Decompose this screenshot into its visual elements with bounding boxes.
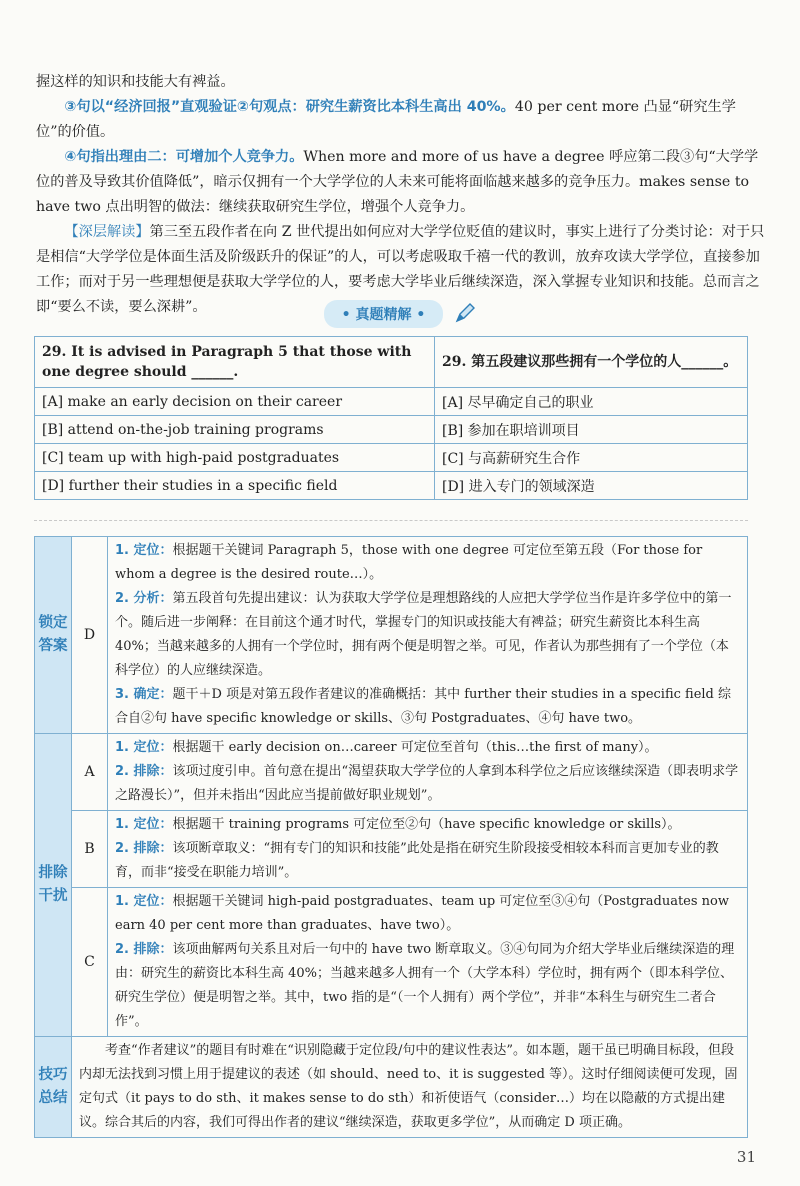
- option-b-zh: [B] 参加在职培训项目: [435, 416, 748, 444]
- tips-label: 技巧总结: [35, 1037, 72, 1138]
- distractor-row-b: [35, 811, 748, 888]
- answer-row: [35, 537, 748, 734]
- question-table: [34, 336, 748, 500]
- step-text: 根据题干关键词 high-paid postgraduates、team up 可定位至③④句（Postgraduates now earn 40 per cent more than graduates、have two）。: [115, 894, 729, 933]
- lock-answer-label: 锁定答案: [35, 537, 72, 734]
- distractor-label: 排除干扰: [35, 734, 72, 1037]
- answer-step-2: [115, 587, 740, 683]
- distractor-b-letter: B: [72, 811, 108, 888]
- step-text: 该项过度引申。首句意在提出“渴望获取大学学位的人拿到本科学位之后应该继续深造（即表明求学之路漫长）”，但并未指出“因此应当提前做好职业规划”。: [115, 764, 739, 803]
- answer-step-1: [115, 539, 740, 587]
- step-2-key: 2. 分析：: [115, 591, 173, 606]
- tips-text: [72, 1037, 748, 1138]
- pen-icon: [454, 302, 476, 328]
- distractor-a-letter: A: [72, 734, 108, 811]
- option-a-zh: [A] 尽早确定自己的职业: [435, 388, 748, 416]
- tips-row: [35, 1037, 748, 1138]
- section-title: [324, 300, 444, 328]
- page-number: 31: [736, 1148, 756, 1166]
- question-zh: 29. 第五段建议那些拥有一个学位的人______。: [435, 337, 748, 388]
- option-d-en: [D] further their studies in a specific field: [35, 472, 435, 500]
- step-key: 1. 定位：: [115, 740, 173, 755]
- step-key: 2. 排除：: [115, 841, 173, 856]
- distractor-c-step-2: [115, 938, 740, 1034]
- step-1-text: 根据题干关键词 Paragraph 5，those with one degree 可定位至第五段（For those for whom a degree is the desired route…）。: [115, 543, 703, 582]
- step-text: 根据题干 early decision on…career 可定位至首句（this…the first of many）。: [172, 740, 658, 755]
- distractor-row-c: [35, 888, 748, 1037]
- option-c-en: [C] team up with high-paid postgraduates: [35, 444, 435, 472]
- point-3-highlight: ③句以“经济回报”直观验证②句观点：研究生薪资比本科生高出 40%。: [64, 99, 515, 115]
- step-text: 该项断章取义：“拥有专门的知识和技能”此处是指在研究生阶段接受相较本科而言更加专业的教育，而非“接受在职能力培训”。: [115, 841, 719, 880]
- point-4-highlight: ④句指出理由二：可增加个人竞争力。: [64, 149, 304, 165]
- step-text: 根据题干 training programs 可定位至②句（have specific knowledge or skills）。: [172, 817, 681, 832]
- option-c-zh: [C] 与高薪研究生合作: [435, 444, 748, 472]
- step-1-key: 1. 定位：: [115, 543, 173, 558]
- question-row: [35, 337, 748, 388]
- analysis-table: [34, 536, 748, 1138]
- step-3-text: 题干＋D 项是对第五段作者建议的准确概括：其中 further their studies in a specific field 综合自②句 have specific knowledge or skills、③句 Postgraduates、④句 have two。: [115, 687, 732, 726]
- distractor-c-analysis: [108, 888, 748, 1037]
- point-3-text: 40 per cent more 凸显“研究生学位”的价值。: [36, 99, 736, 140]
- step-3-key: 3. 确定：: [115, 687, 173, 702]
- option-a-en: [A] make an early decision on their career: [35, 388, 435, 416]
- answer-step-3: [115, 683, 740, 731]
- distractor-a-step-1: [115, 736, 740, 760]
- option-row-d: [35, 472, 748, 500]
- distractor-c-letter: C: [72, 888, 108, 1037]
- answer-letter: D: [72, 537, 108, 734]
- step-key: 1. 定位：: [115, 817, 173, 832]
- distractor-b-analysis: [108, 811, 748, 888]
- option-d-zh: [D] 进入专门的领域深造: [435, 472, 748, 500]
- deep-reading-text: 第三至五段作者在向 Z 世代提出如何应对大学学位贬值的建议时，事实上进行了分类讨论：对于只是相信“大学学位是体面生活及阶级跃升的保证”的人，可以考虑吸取千禧一代的教训，放弃攻读大学学位，直接参加工作；而对于另一些理想便是获取大学学位的人，要考虑大学毕业后继续深造，深入掌握专业知识和技能。总而言之即“要么不读，要么深耕”。: [36, 224, 765, 315]
- point-3: [36, 95, 768, 145]
- option-row-b: [35, 416, 748, 444]
- question-en: 29. It is advised in Paragraph 5 that those with one degree should ______.: [35, 337, 435, 388]
- step-key: 1. 定位：: [115, 894, 173, 909]
- deep-reading-tag: 【深层解读】: [64, 224, 150, 240]
- distractor-c-step-1: [115, 890, 740, 938]
- answer-analysis: [108, 537, 748, 734]
- option-row-a: [35, 388, 748, 416]
- option-b-en: [B] attend on-the-job training programs: [35, 416, 435, 444]
- intro-line1: 握这样的知识和技能大有裨益。: [36, 74, 235, 90]
- step-key: 2. 排除：: [115, 764, 173, 779]
- point-4-text: When more and more of us have a degree 呼应第二段③句“大学学位的普及导致其价值降低”，暗示仅拥有一个大学学位的人未来可能将面临越来越多的竞争压力。makes sense to have two 点出明智的做法：继续获取研究生学位，增强个人竞争力。: [36, 149, 759, 215]
- option-row-c: [35, 444, 748, 472]
- distractor-row-a: [35, 734, 748, 811]
- divider: [34, 520, 748, 521]
- step-2-text: 第五段首句先提出建议：认为获取大学学位是理想路线的人应把大学学位当作是许多学位中的第一个。随后进一步阐释：在目前这个通才时代，掌握专门的知识或技能大有裨益；研究生薪资比本科生高 40%；当越来越多的人拥有一个学位时，拥有两个便是明智之举。可见，作者认为那些拥有了一个学位（本科学位）的人应继续深造。: [115, 591, 732, 678]
- distractor-a-step-2: [115, 760, 740, 808]
- step-key: 2. 排除：: [115, 942, 173, 957]
- section-title-text: • 真题精解 •: [341, 307, 426, 323]
- distractor-a-analysis: [108, 734, 748, 811]
- tips-paragraph: 考查“作者建议”的题目有时难在“识别隐藏于定位段/句中的建议性表达”。如本题，题干虽已明确目标段，但段内却无法找到习惯上用于提建议的表述（如 should、need to、it is suggested 等）。这时仔细阅读便可发现，固定句式（it pays to do sth、it makes sense to do sth）和祈使语气（consider…）均在以隐蔽的方式提出建议。综合其后的内容，我们可得出作者的建议“继续深造，获取更多学位”，从而确定 D 项正确。: [79, 1043, 738, 1130]
- distractor-b-step-2: [115, 837, 740, 885]
- intro-text: [36, 70, 768, 320]
- distractor-b-step-1: [115, 813, 740, 837]
- step-text: 该项曲解两句关系且对后一句中的 have two 断章取义。③④句同为介绍大学毕业后继续深造的理由：研究生的薪资比本科生高 40%；当越来越多人拥有一个（大学本科）学位时，拥有两个（即本科学位、研究生学位）便是明智之举。其中，two 指的是“（一个人拥有）两个学位”，并非“本科生与研究生二者合作”。: [115, 942, 735, 1029]
- point-4: [36, 145, 768, 220]
- section-title-bar: [0, 300, 800, 328]
